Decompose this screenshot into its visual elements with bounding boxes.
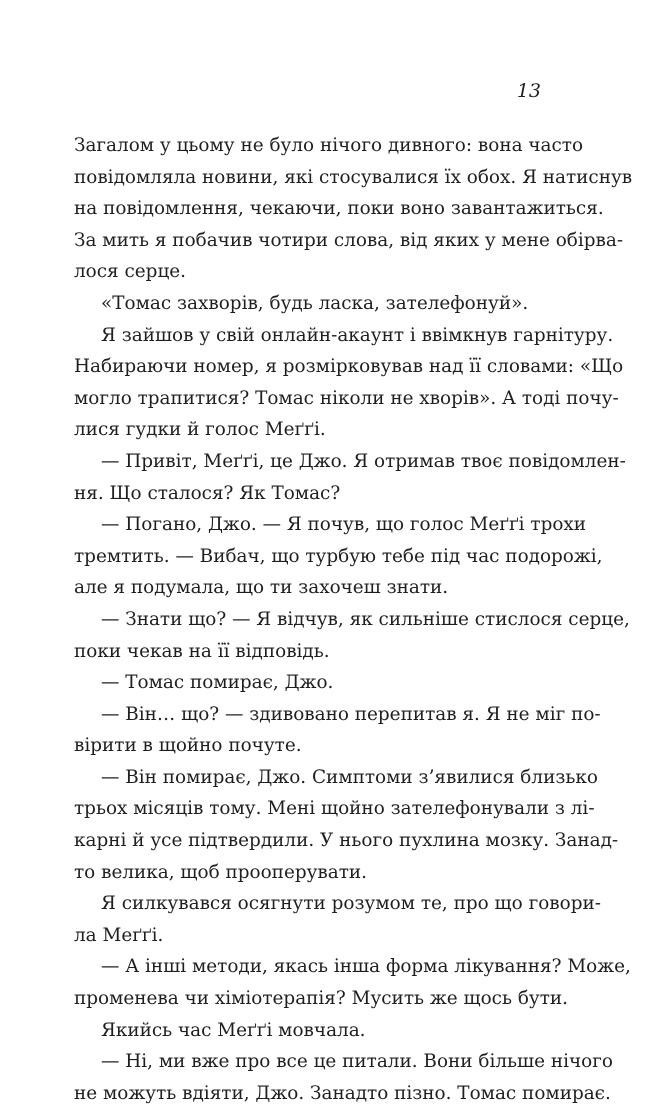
paragraph — [74, 1046, 613, 1109]
text-line: трьох місяців тому. Мені щойно зателефонували з лі- — [74, 798, 595, 820]
paragraph — [74, 509, 603, 604]
text-line: але я подумала, що ти захочеш знати. — [74, 577, 449, 599]
text-line: повідомляла новини, які стосувалися їх обох. Я натиснув — [74, 166, 633, 188]
text-line: лися гудки й голос Меґґі. — [74, 419, 326, 441]
paragraph — [74, 951, 631, 1014]
text-line: вірити в щойно почуте. — [74, 735, 302, 757]
text-line: ла Меґґі. — [74, 924, 164, 946]
text-line: — Він… що? — здивовано перепитав я. Я не міг по- — [101, 703, 601, 725]
text-line: то велика, щоб прооперувати. — [74, 861, 368, 883]
text-line: — Томас помирає, Джо. — [101, 672, 334, 694]
text-line: могло трапитися? Томас ніколи не хворів». А тоді почу- — [74, 387, 619, 409]
text-line: поки чекав на її відповідь. — [74, 640, 330, 662]
paragraph — [74, 888, 601, 951]
body-text — [74, 130, 633, 1109]
text-line: променева чи хіміотерапія? Мусить же щось бути. — [74, 988, 568, 1010]
paragraph — [74, 1015, 539, 1047]
text-line: карні й усе підтвердили. У нього пухлина мозку. Занад- — [74, 830, 619, 852]
text-line: Якийсь час Меґґі мовчала. — [101, 1019, 366, 1041]
text-line: ня. Що сталося? Як Томас? — [74, 482, 341, 504]
text-line: — Привіт, Меґґі, це Джо. Я отримав твоє повідомлен- — [101, 450, 626, 472]
text-line: Я зайшов у свій онлайн-акаунт і ввімкнув гарнітуру. — [101, 324, 614, 346]
text-line: не можуть вдіяти, Джо. Занадто пізно. Томас помирає. — [74, 1082, 611, 1104]
paragraph — [74, 446, 626, 509]
paragraph — [74, 130, 633, 288]
text-line: Набираючи номер, я розмірковував над її словами: «Що — [74, 356, 624, 378]
text-line: лося серце. — [74, 261, 187, 283]
paragraph — [74, 667, 539, 699]
text-line: тремтить. — Вибач, що турбую тебе під час подорожі, — [74, 545, 603, 567]
text-line: Загалом у цьому не було нічого дивного: вона часто — [74, 135, 584, 156]
page-number: 13 — [516, 80, 541, 102]
paragraph — [74, 604, 630, 667]
text-line: на повідомлення, чекаючи, поки воно завантажиться. — [74, 198, 604, 220]
paragraph — [74, 320, 624, 446]
text-line: «Томас захворів, будь ласка, зателефонуй». — [101, 292, 529, 314]
text-line: — Він помирає, Джо. Симптоми з’явилися близько — [101, 766, 598, 788]
text-line: — Знати що? — Я відчув, як сильніше стислося серце, — [101, 608, 630, 630]
paragraph — [74, 699, 601, 762]
text-line: — Ні, ми вже про все це питали. Вони більше нічого — [101, 1051, 613, 1073]
paragraph — [74, 288, 539, 320]
text-line: — Погано, Джо. — Я почув, що голос Меґґі трохи — [101, 514, 587, 536]
text-line: Я силкувався осягнути розумом те, про що говори- — [101, 893, 601, 915]
text-line: За мить я побачив чотири слова, від яких у мене обірва- — [74, 229, 624, 251]
text-line: — А інші методи, якась інша форма лікування? Може, — [101, 956, 631, 978]
paragraph — [74, 762, 619, 888]
